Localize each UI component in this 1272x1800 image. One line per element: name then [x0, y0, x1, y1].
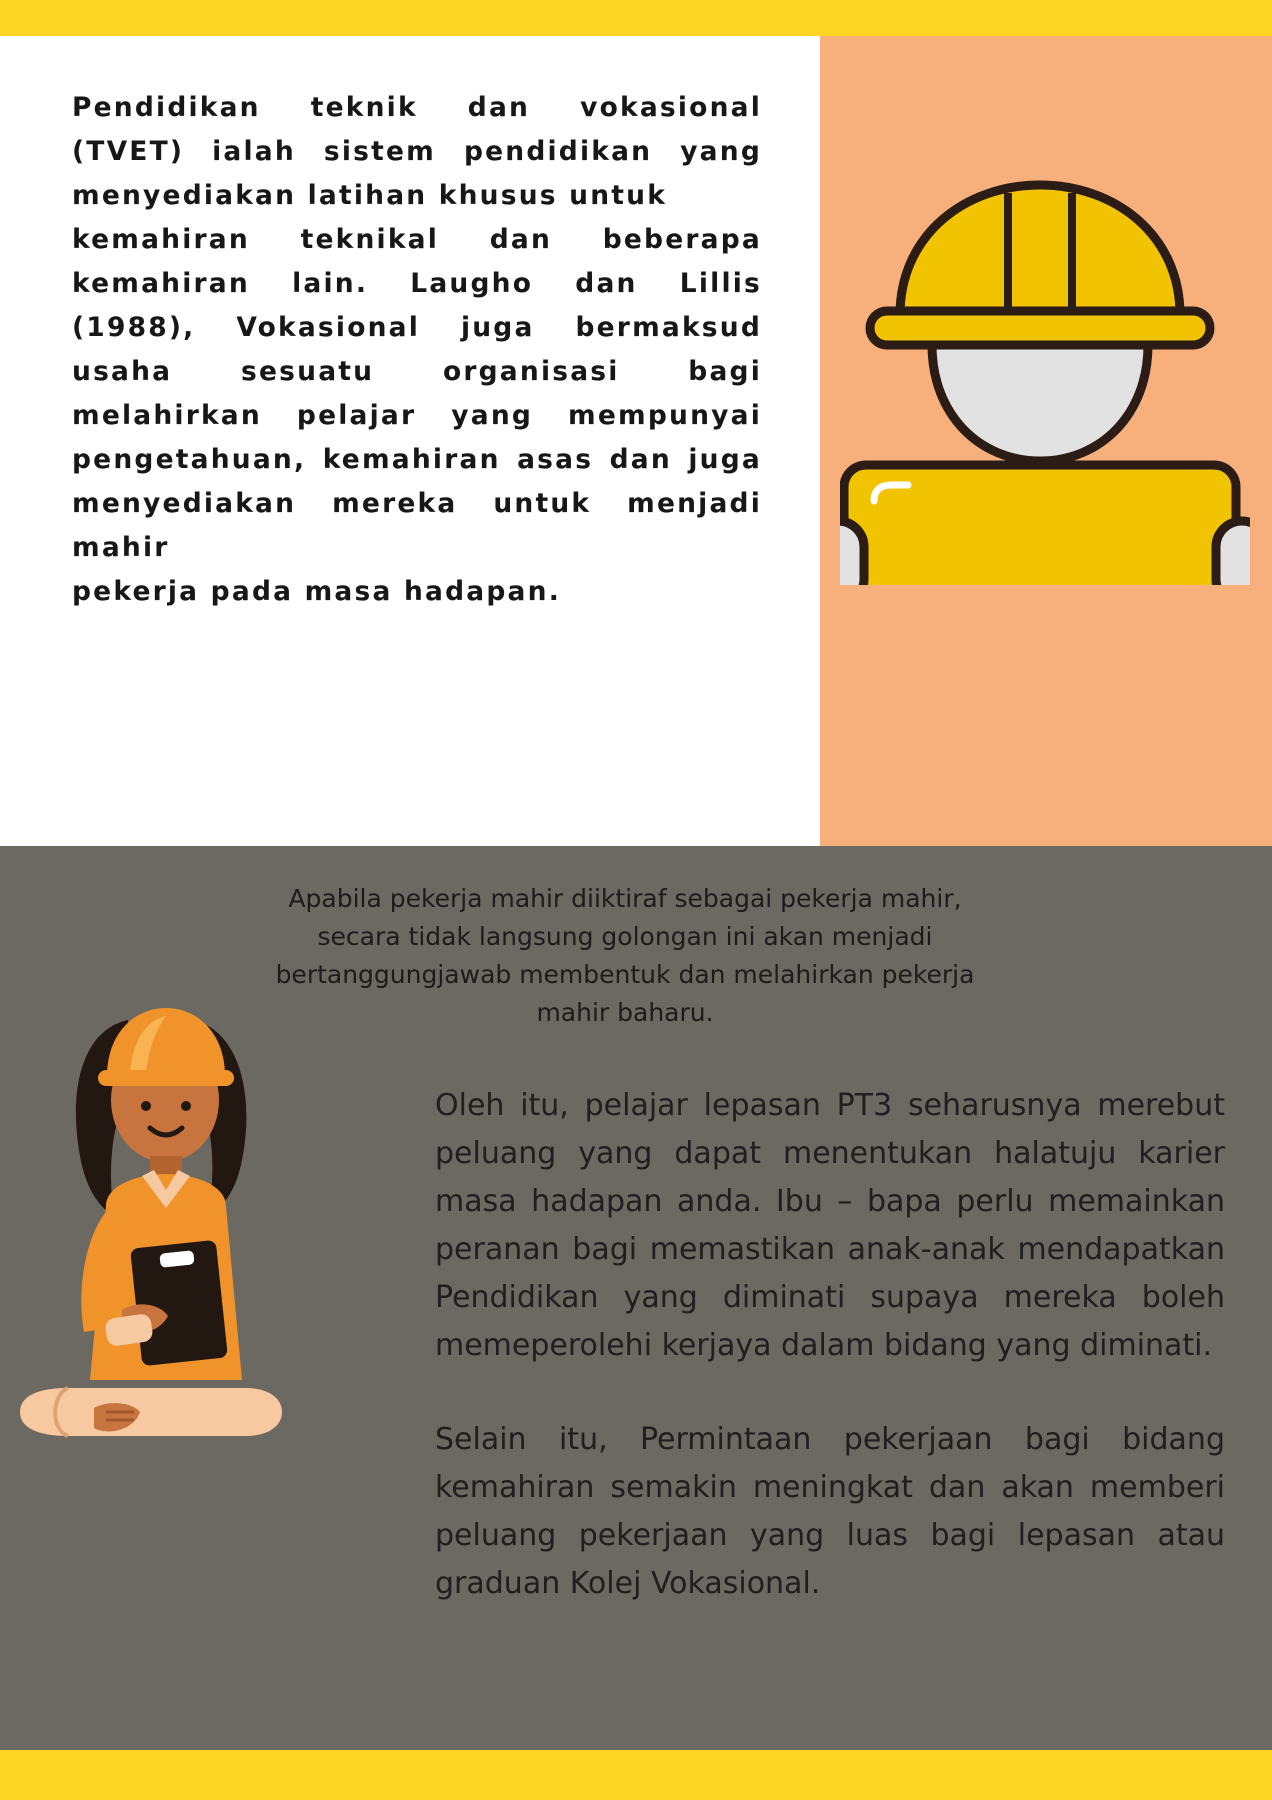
female-worker-with-clipboard-illustration	[10, 960, 320, 1500]
grey-paragraph-2: Selain itu, Permintaan pekerjaan bagi bidang kemahiran semakin meningkat dan akan memberi peluang pekerjaan yang luas bagi lepasan atau graduan Kolej Vokasional.	[435, 1422, 1225, 1601]
intro-paragraph-2: kemahiran teknikal dan beberapa kemahiran lain. Laugho dan Lillis (1988), Vokasional juga bermaksud usaha sesuatu organisasi bagi melahirkan pelajar yang mempunyai pengetahuan, kemahiran asas dan juga menyediakan mereka untuk menjadi mahir	[72, 224, 762, 563]
top-accent-bar	[0, 0, 1272, 36]
laptop-icon	[840, 465, 1250, 585]
grey-paragraph-1: Oleh itu, pelajar lepasan PT3 seharusnya merebut peluang yang dapat menentukan halatuju karier masa hadapan anda. Ibu – bapa perlu memainkan peranan bagi memastikan anak-anak mendapatkan Pendidikan yang diminati supaya mereka boleh memeperolehi kerjaya dalam bidang yang diminati.	[435, 1088, 1225, 1363]
hard-hat-and-laptop-illustration	[840, 165, 1250, 585]
worker-svg	[10, 960, 320, 1500]
grey-body-text	[435, 1082, 1225, 1608]
bottom-accent-bar	[0, 1750, 1272, 1800]
hard-hat-laptop-svg	[840, 165, 1250, 585]
intro-paragraph-1: Pendidikan teknik dan vokasional (TVET) ialah sistem pendidikan yang menyediakan latihan khusus untuk	[72, 92, 762, 211]
intro-text-block	[72, 86, 762, 614]
hard-hat-icon	[870, 185, 1210, 461]
grey-caption-text: Apabila pekerja mahir diiktiraf sebagai pekerja mahir, secara tidak langsung golongan ini akan menjadi bertanggungjawab membentuk dan melahirkan pekerja mahir baharu.	[275, 884, 975, 1027]
intro-paragraph-3: pekerja pada masa hadapan.	[72, 576, 561, 607]
